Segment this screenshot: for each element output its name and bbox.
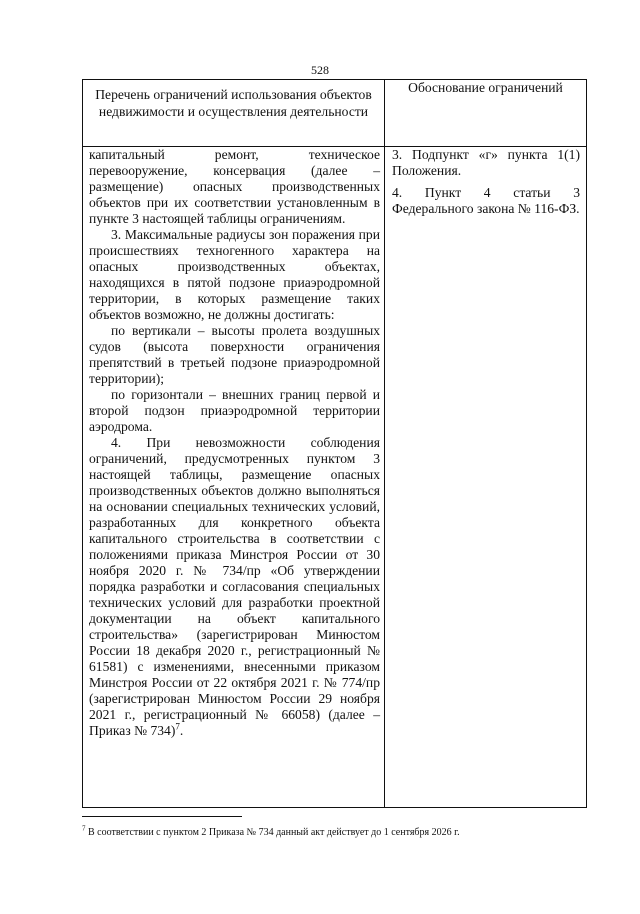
paragraph-continuation: капитальный ремонт, техническое перевооружение, консервация (далее – размещение) опасных производственных объектов при их соответствии установленным в пункте 3 настоящей таблицы ограничениям.: [89, 147, 380, 226]
footnote-mark: 7: [82, 824, 86, 833]
paragraph-vertical: по вертикали – высоты пролета воздушных судов (высота поверхности ограничения препятствий в третьей подзоне приаэродромной территории);: [89, 323, 380, 386]
paragraph-item-3: 3. Максимальные радиусы зон поражения при происшествиях техногенного характера на опасных производственных объектах, находящихся в пятой подзоне приаэродромной территории, в которых размещение таких объектов возможно, не должны достигать:: [89, 227, 380, 322]
footnote: [82, 824, 582, 839]
justification-cell: [385, 147, 587, 808]
header-restrictions-list: Перечень ограничений использования объектов недвижимости и осуществления деятельности: [83, 80, 385, 147]
justification-item-3: 3. Подпункт «г» пункта 1(1) Положения.: [392, 147, 580, 178]
restrictions-table: [82, 79, 587, 808]
paragraph-horizontal: по горизонтали – внешних границ первой и второй подзон приаэродромной территории аэродрома.: [89, 387, 380, 434]
table-row: [83, 147, 587, 808]
footnote-text: В соответствии с пунктом 2 Приказа № 734 данный акт действует до 1 сентября 2026 г.: [85, 827, 460, 838]
paragraph-item-4: 4. При невозможности соблюдения ограничений, предусмотренных пунктом 3 настоящей таблицы, размещение опасных производственных объектов должно выполняться на основании специальных технических условий, разработанных для конкретного объекта капитального строительства в соответствии с положениями приказа Минстроя России от 30 ноября 2020 г. № 734/пр «Об утверждении порядка разработки и согласования специальных технических условий для разработки проектной документации на объект капитального строительства» (зарегистрирован Минюстом России 18 декабря 2020 г., регистрационный № 61581) с изменениями, внесенными приказом Минстроя России от 22 октября 2021 г. № 774/пр (зарегистрирован Минюстом России 29 ноября 2021 г., регистрационный № 66058) (далее – Приказ № 734)$^7$.: [89, 435, 380, 738]
restrictions-cell: [83, 147, 385, 808]
footnote-reference: 7: [175, 721, 180, 732]
footnote-separator: [82, 816, 242, 817]
page-number: 528: [311, 63, 329, 77]
justification-item-4: 4. Пункт 4 статьи 3 Федерального закона № 116-ФЗ.: [392, 185, 580, 216]
paragraph-item-4-text: 4. При невозможности соблюдения ограничений, предусмотренных пунктом 3 настоящей таблицы, размещение опасных производственных объектов должно выполняться на основании специальных технических условий, разработанных для конкретного объекта капитального строительства в соответствии с положениями приказа Минстроя России от 30 ноября 2020 г. № 734/пр «Об утверждении порядка разработки и согласования специальных технических условий для разработки проектной документации на объект капитального строительства» (зарегистрирован Минюстом России 18 декабря 2020 г., регистрационный № 61581) с изменениями, внесенными приказом Минстроя России от 22 октября 2021 г. № 774/пр (зарегистрирован Минюстом России 29 ноября 2021 г., регистрационный № 66058) (далее – Приказ № 734): [89, 435, 380, 738]
header-justification: Обоснование ограничений: [385, 80, 587, 147]
table-header-row: [83, 80, 587, 147]
